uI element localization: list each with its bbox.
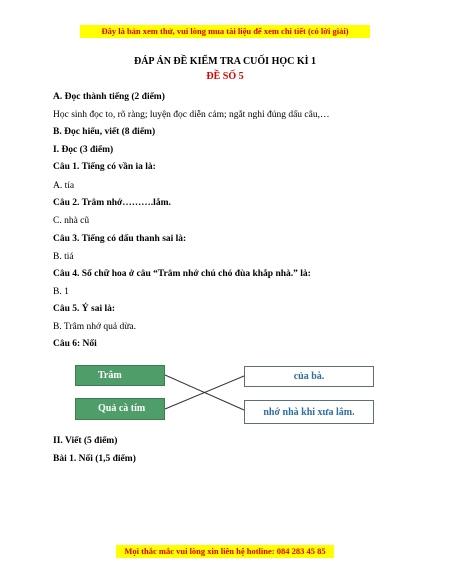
answer-3: B. tiá [53,252,74,262]
matching-right-item-1: của bà. [244,366,374,387]
question-6: Câu 6: Nối [53,339,97,349]
question-4: Câu 4. Số chữ hoa ở câu “Trâm nhớ chú chó đùa khắp nhà.” là: [53,269,311,279]
question-2: Câu 2. Trâm nhớ……….lắm. [53,198,171,208]
connector-line-2 [165,376,244,409]
exam-number-subtitle: ĐỀ SỐ 5 [206,71,244,82]
section-b-heading: B. Đọc hiểu, viết (8 điểm) [53,127,156,137]
matching-left-item-1: Trâm [75,365,165,386]
question-1: Câu 1. Tiếng có vần ia là: [53,162,156,172]
answer-4: B. 1 [53,287,69,297]
exercise-1-heading: Bài 1. Nối (1,5 điểm) [53,454,136,464]
answer-1: A. tía [53,181,75,191]
part-ii-heading: II. Viết (5 điểm) [53,436,118,446]
page-title: ĐÁP ÁN ĐỀ KIỂM TRA CUỐI HỌC KÌ 1 [133,56,317,67]
section-a-text: Học sinh đọc to, rõ ràng; luyện đọc diễn cảm; ngắt nghỉ đúng dấu câu,… [53,110,330,120]
question-5: Câu 5. Ý sai là: [53,304,116,314]
matching-exercise [75,362,375,430]
answer-5: B. Trâm nhớ quả dừa. [53,322,137,332]
hotline-footer-banner: Mọi thắc mắc vui lòng xin liên hệ hotline: 084 283 45 85 [116,545,334,558]
section-a-heading: A. Đọc thành tiếng (2 điểm) [53,92,165,102]
question-3: Câu 3. Tiếng có dấu thanh sai là: [53,234,187,244]
part-i-heading: I. Đọc (3 điểm) [53,145,114,155]
preview-notice-banner: Đây là bản xem thử, vui lòng mua tài liệu để xem chi tiết (có lời giải) [80,25,370,38]
matching-right-item-2: nhớ nhà khi xưa lắm. [244,400,374,424]
matching-left-item-2: Quả cà tím [75,398,165,420]
answer-2: C. nhà cũ [53,216,90,226]
